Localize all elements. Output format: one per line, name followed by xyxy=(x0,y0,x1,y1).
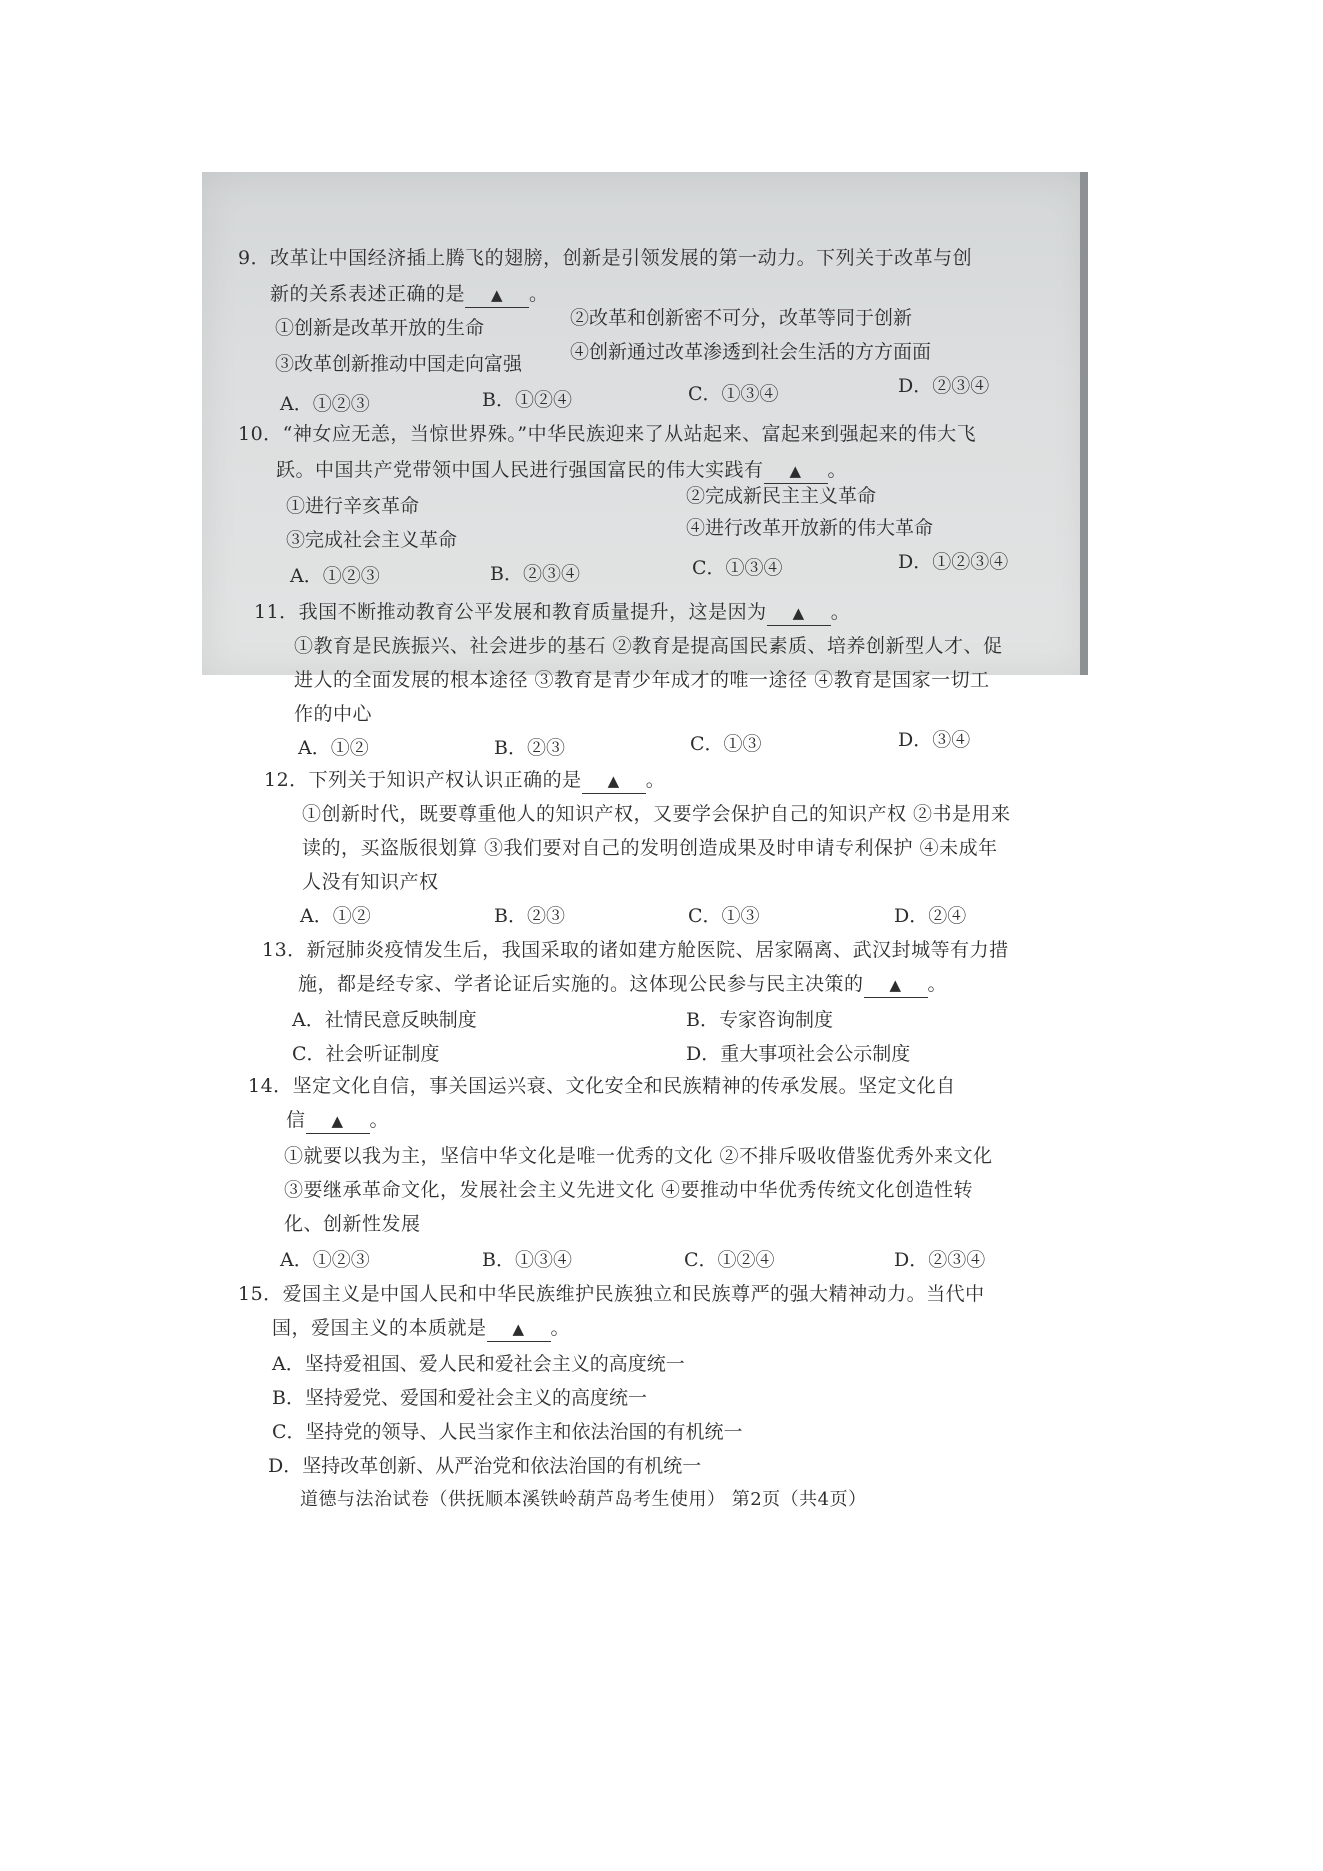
question-12-stem-line-4: 人没有知识产权 xyxy=(302,871,439,893)
option-a: A．①②③ xyxy=(280,393,370,415)
question-9-stem-line-1: 9．改革让中国经济插上腾飞的翅膀，创新是引领发展的第一动力。下列关于改革与创 xyxy=(238,247,973,269)
statement-2: ②改革和创新密不可分，改革等同于创新 xyxy=(570,307,913,329)
answer-blank xyxy=(767,600,831,626)
page-footer: 道德与法治试卷（供抚顺本溪铁岭葫芦岛考生使用） 第2页（共4页） xyxy=(300,1489,867,1510)
question-10-stem-line-2: 跃。中国共产党带领中国人民进行强国富民的伟大实践有 ▲ 。 xyxy=(276,458,847,484)
blank-triangle-icon: ▲ xyxy=(490,286,504,304)
question-10-stem-line-1: 10．“神女应无恙，当惊世界殊。”中华民族迎来了从站起来、富起来到强起来的伟大飞 xyxy=(238,423,977,445)
option-c: C．①③ xyxy=(690,733,762,755)
question-12-stem-line-1: 12．下列关于知识产权认识正确的是 ▲ 。 xyxy=(264,768,665,794)
question-14-stem-text: 信 xyxy=(286,1109,306,1131)
option-a: A．①② xyxy=(298,737,369,759)
question-14-stem-line-5: 化、创新性发展 xyxy=(284,1213,421,1235)
question-12-stem-text: 12．下列关于知识产权认识正确的是 xyxy=(264,769,582,791)
question-9-stem-text: 新的关系表述正确的是 xyxy=(270,283,466,305)
option-b: B．②③ xyxy=(494,737,565,759)
question-11-stem-line-3: 进人的全面发展的根本途径 ③教育是青少年成才的唯一途径 ④教育是国家一切工 xyxy=(294,669,990,691)
option-d: D．②③④ xyxy=(898,375,990,397)
option-b: B．①②④ xyxy=(482,389,572,411)
option-d: D．②③④ xyxy=(894,1249,986,1271)
option-a: A．社情民意反映制度 xyxy=(292,1009,477,1031)
option-d: D．坚持改革创新、从严治党和依法治国的有机统一 xyxy=(268,1455,702,1477)
answer-blank xyxy=(465,282,529,308)
answer-blank xyxy=(764,458,828,484)
statement-1: ①进行辛亥革命 xyxy=(286,495,420,517)
statement-4: ④进行改革开放新的伟大革命 xyxy=(686,517,934,539)
option-d: D．①②③④ xyxy=(898,551,1009,573)
option-b: B．①③④ xyxy=(482,1249,572,1271)
option-b: B．②③ xyxy=(494,905,565,927)
option-c: C．①③④ xyxy=(688,383,779,405)
question-15-stem-text: 国，爱国主义的本质就是 xyxy=(272,1317,487,1339)
option-a: A．①② xyxy=(300,905,371,927)
blank-triangle-icon: ▲ xyxy=(607,772,620,790)
question-9-stem-line-2: 新的关系表述正确的是 ▲ 。 xyxy=(270,282,549,308)
option-b: B．坚持爱党、爱国和爱社会主义的高度统一 xyxy=(272,1387,647,1409)
question-12-stem-line-3: 读的，买盗版很划算 ③我们要对自己的发明创造成果及时申请专利保护 ④未成年 xyxy=(302,837,998,859)
statement-2: ②完成新民主主义革命 xyxy=(686,485,877,507)
option-d: D．③④ xyxy=(898,729,971,751)
answer-blank xyxy=(306,1108,370,1134)
statement-4: ④创新通过改革渗透到社会生活的方方面面 xyxy=(570,341,932,363)
question-15-stem-line-1: 15．爱国主义是中国人民和中华民族维护民族独立和民族尊严的强大精神动力。当代中 xyxy=(238,1283,985,1305)
question-14-stem-line-2: 信 ▲ 。 xyxy=(286,1108,389,1134)
statement-1: ①创新是改革开放的生命 xyxy=(275,317,485,339)
question-11-stem-line-4: 作的中心 xyxy=(294,703,373,725)
option-c: C．坚持党的领导、人民当家作主和依法治国的有机统一 xyxy=(272,1421,743,1443)
statement-3: ③改革创新推动中国走向富强 xyxy=(275,353,523,375)
option-a: A．①②③ xyxy=(280,1249,370,1271)
question-12-stem-line-2: ①创新时代，既要尊重他人的知识产权，又要学会保护自己的知识产权 ②书是用来 xyxy=(302,803,1011,825)
option-a: A．坚持爱祖国、爱人民和爱社会主义的高度统一 xyxy=(272,1353,685,1375)
question-13-stem-line-1: 13．新冠肺炎疫情发生后，我国采取的诸如建方舱医院、居家隔离、武汉封城等有力措 xyxy=(262,939,1009,961)
question-14-stem-line-4: ③要继承革命文化，发展社会主义先进文化 ④要推动中华优秀传统文化创造性转 xyxy=(284,1179,974,1201)
question-11-stem-text: 11．我国不断推动教育公平发展和教育质量提升，这是因为 xyxy=(254,601,767,623)
blank-triangle-icon: ▲ xyxy=(512,1320,525,1338)
question-11-stem-line-1: 11．我国不断推动教育公平发展和教育质量提升，这是因为 ▲ 。 xyxy=(254,600,850,626)
option-d: D．重大事项社会公示制度 xyxy=(686,1043,911,1065)
option-c: C．社会听证制度 xyxy=(292,1043,440,1065)
option-d: D．②④ xyxy=(894,905,967,927)
answer-blank xyxy=(487,1316,551,1342)
option-a: A．①②③ xyxy=(290,565,380,587)
option-b: B．②③④ xyxy=(490,563,580,585)
question-14-stem-line-3: ①就要以我为主，坚信中华文化是唯一优秀的文化 ②不排斥吸收借鉴优秀外来文化 xyxy=(284,1145,993,1167)
blank-triangle-icon: ▲ xyxy=(331,1112,344,1130)
blank-triangle-icon: ▲ xyxy=(889,976,902,994)
question-15-stem-line-2: 国，爱国主义的本质就是 ▲ 。 xyxy=(272,1316,570,1342)
answer-blank xyxy=(582,768,646,794)
question-14-stem-line-1: 14．坚定文化自信，事关国运兴衰、文化安全和民族精神的传承发展。坚定文化自 xyxy=(248,1075,956,1097)
question-13-stem-line-2: 施，都是经专家、学者论证后实施的。这体现公民参与民主决策的 ▲ 。 xyxy=(298,972,947,998)
blank-triangle-icon: ▲ xyxy=(789,462,802,480)
question-13-stem-text: 施，都是经专家、学者论证后实施的。这体现公民参与民主决策的 xyxy=(298,973,864,995)
question-11-stem-line-2: ①教育是民族振兴、社会进步的基石 ②教育是提高国民素质、培养创新型人才、促 xyxy=(294,635,1003,657)
option-c: C．①②④ xyxy=(684,1249,775,1271)
option-b: B．专家咨询制度 xyxy=(686,1009,833,1031)
answer-blank xyxy=(864,972,928,998)
option-c: C．①③ xyxy=(688,905,760,927)
option-c: C．①③④ xyxy=(692,557,783,579)
statement-3: ③完成社会主义革命 xyxy=(286,529,458,551)
question-10-stem-text: 跃。中国共产党带领中国人民进行强国富民的伟大实践有 xyxy=(276,459,764,481)
blank-triangle-icon: ▲ xyxy=(792,604,805,622)
